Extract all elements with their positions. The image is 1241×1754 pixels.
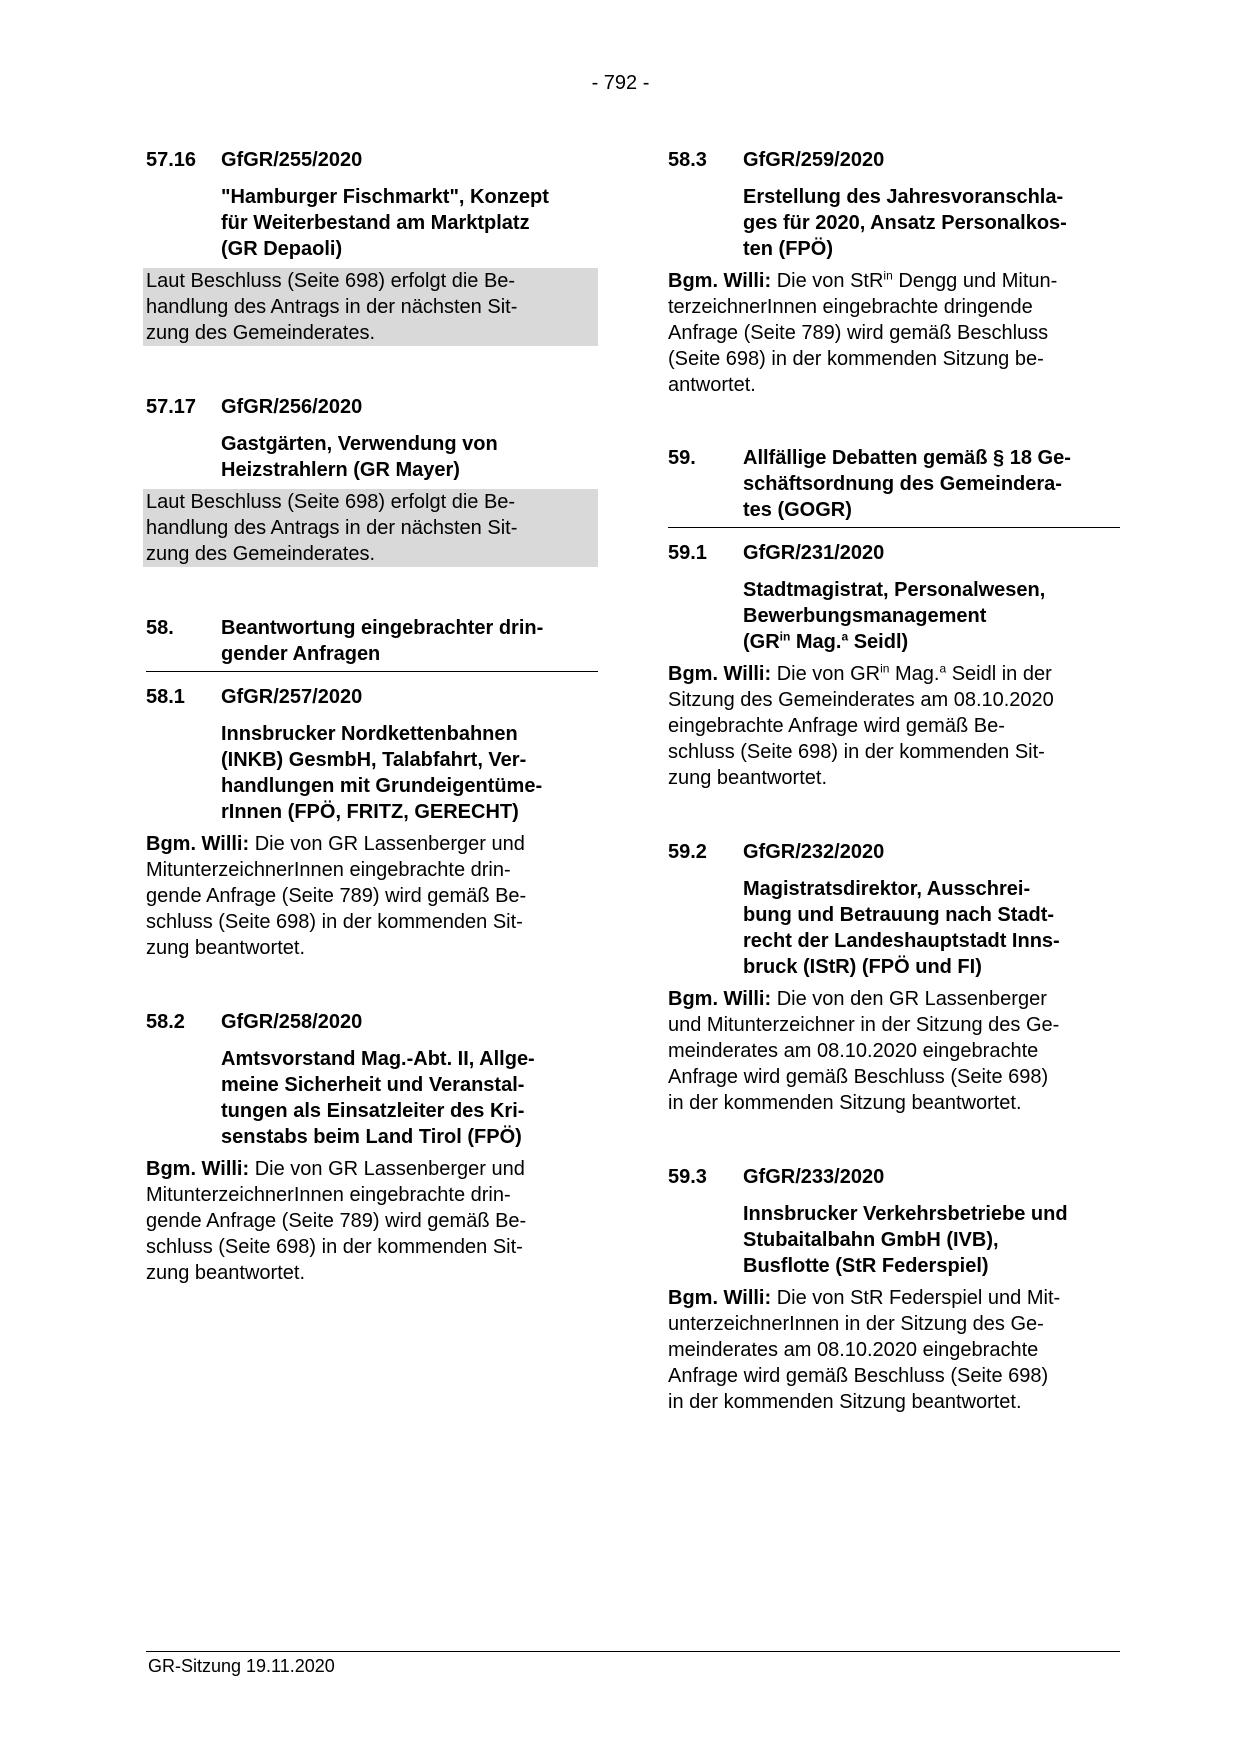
answer-paragraph: Bgm. Willi: Die von GR Lassenberger und MitunterzeichnerInnen eingebrachte drin- gende Anfrage (Seite 789) wird gemäß Be- schluss (Seite 698) in der kommenden Sit- zung beantwortet. [146, 1158, 527, 1284]
section-title: Innsbrucker Nordkettenbahnen (INKB) GesmbH, Talabfahrt, Ver- handlungen mit Grundeigentüme- rInnen (FPÖ, FRITZ, GERECHT) [221, 723, 543, 823]
section-title: Innsbrucker Verkehrsbetriebe und Stubaitalbahn GmbH (IVB), Busflotte (StR Federspiel) [743, 1203, 1068, 1277]
section-59-3 [668, 1164, 1120, 1415]
right-column [668, 147, 1120, 1415]
section-59-2 [668, 839, 1120, 1116]
section-ref: GfGR/256/2020 [221, 396, 363, 418]
section-number: 58.2 [146, 1011, 185, 1033]
speaker-label: Bgm. Willi: [146, 1158, 250, 1180]
speaker-label: Bgm. Willi: [146, 833, 250, 855]
footer-divider [146, 1651, 1120, 1652]
answer-paragraph: Bgm. Willi: Die von $GR^{in}$ Mag.$^a$ Seidl in der Sitzung des Gemeinderates am 08.10.2020 eingebrachte Anfrage wird gemäß Be- schluss (Seite 698) in der kommenden Sit- zung beantwortet. [668, 661, 1054, 789]
speaker-label: Bgm. Willi: [668, 663, 772, 685]
section-number: 59.2 [668, 841, 707, 863]
section-ref: GfGR/255/2020 [221, 149, 363, 171]
answer-paragraph: Bgm. Willi: Die von StR$^{in}$ Dengg und Mitun- terzeichnerInnen eingebrachte dringende Anfrage (Seite 789) wird gemäß Beschluss (Seite 698) in der kommenden Sitzung be- antwortet. [668, 268, 1058, 396]
section-ref: GfGR/231/2020 [743, 542, 885, 564]
section-59-heading [668, 445, 1120, 528]
section-title: Magistratsdirektor, Ausschrei- bung und Betrauung nach Stadt- recht der Landeshauptstadt Inns- bruck (IStR) (FPÖ und FI) [743, 878, 1060, 978]
section-title: Gastgärten, Verwendung von Heizstrahlern (GR Mayer) [221, 433, 498, 481]
decision-note: Laut Beschluss (Seite 698) erfolgt die Be- handlung des Antrags in der nächsten Sit- zung des Gemeinderates. [143, 268, 598, 346]
section-number: 58.1 [146, 686, 185, 708]
speaker-label: Bgm. Willi: [668, 988, 772, 1010]
section-58-heading [146, 615, 598, 672]
section-number: 59.3 [668, 1166, 707, 1188]
section-number: 57.16 [146, 149, 197, 171]
section-title-line: schäftsordnung des Gemeindera- [743, 473, 1062, 495]
section-number: 58.3 [668, 149, 707, 171]
section-title: Erstellung des Jahresvoranschla- ges für 2020, Ansatz Personalkos- ten (FPÖ) [743, 186, 1067, 260]
speaker-label: Bgm. Willi: [668, 270, 772, 292]
section-58-2 [146, 1009, 598, 1286]
section-title-line: Beantwortung eingebrachter drin- [221, 617, 544, 639]
section-title-line: tes (GOGR) [743, 499, 852, 521]
footer-text: GR-Sitzung 19.11.2020 [148, 1656, 335, 1676]
section-title: Stadtmagistrat, Personalwesen, Bewerbungsmanagement ($GR^{in}$ Mag.$^a$ Seidl) [743, 579, 1046, 653]
answer-paragraph: Bgm. Willi: Die von StR Federspiel und Mit- unterzeichnerInnen in der Sitzung des Ge- meinderates am 08.10.2020 eingebrachte Anfrage wird gemäß Beschluss (Seite 698) in der kommenden Sitzung beantwortet. [668, 1287, 1061, 1413]
section-ref: GfGR/257/2020 [221, 686, 363, 708]
answer-paragraph: Bgm. Willi: Die von den GR Lassenberger und Mitunterzeichner in der Sitzung des Ge- meinderates am 08.10.2020 eingebrachte Anfrage wird gemäß Beschluss (Seite 698) in der kommenden Sitzung beantwortet. [668, 988, 1060, 1114]
section-title: "Hamburger Fischmarkt", Konzept für Weiterbestand am Marktplatz (GR Depaoli) [221, 186, 549, 260]
section-ref: GfGR/233/2020 [743, 1166, 885, 1188]
section-title-line: gender Anfragen [221, 643, 381, 665]
section-57-16 [146, 147, 598, 346]
page-number: - 792 - [591, 72, 650, 94]
section-number: 57.17 [146, 396, 197, 418]
section-59-1 [668, 540, 1120, 791]
section-number: 59.1 [668, 542, 707, 564]
section-ref: GfGR/259/2020 [743, 149, 885, 171]
section-57-17 [146, 394, 598, 567]
section-ref: GfGR/232/2020 [743, 841, 885, 863]
answer-paragraph: Bgm. Willi: Die von GR Lassenberger und MitunterzeichnerInnen eingebrachte drin- gende Anfrage (Seite 789) wird gemäß Be- schluss (Seite 698) in der kommenden Sit- zung beantwortet. [146, 833, 527, 959]
section-58-1 [146, 684, 598, 961]
section-title-line: Allfällige Debatten gemäß § 18 Ge- [743, 447, 1071, 469]
section-number: 59. [668, 447, 696, 469]
speaker-label: Bgm. Willi: [668, 1287, 772, 1309]
left-column [146, 147, 598, 1286]
section-number: 58. [146, 617, 174, 639]
section-ref: GfGR/258/2020 [221, 1011, 363, 1033]
decision-note: Laut Beschluss (Seite 698) erfolgt die Be- handlung des Antrags in der nächsten Sit- zung des Gemeinderates. [143, 489, 598, 567]
section-title: Amtsvorstand Mag.-Abt. II, Allge- meine Sicherheit und Veranstal- tungen als Einsatzleiter des Kri- senstabs beim Land Tirol (FPÖ) [221, 1048, 535, 1148]
section-58-3 [668, 147, 1120, 398]
